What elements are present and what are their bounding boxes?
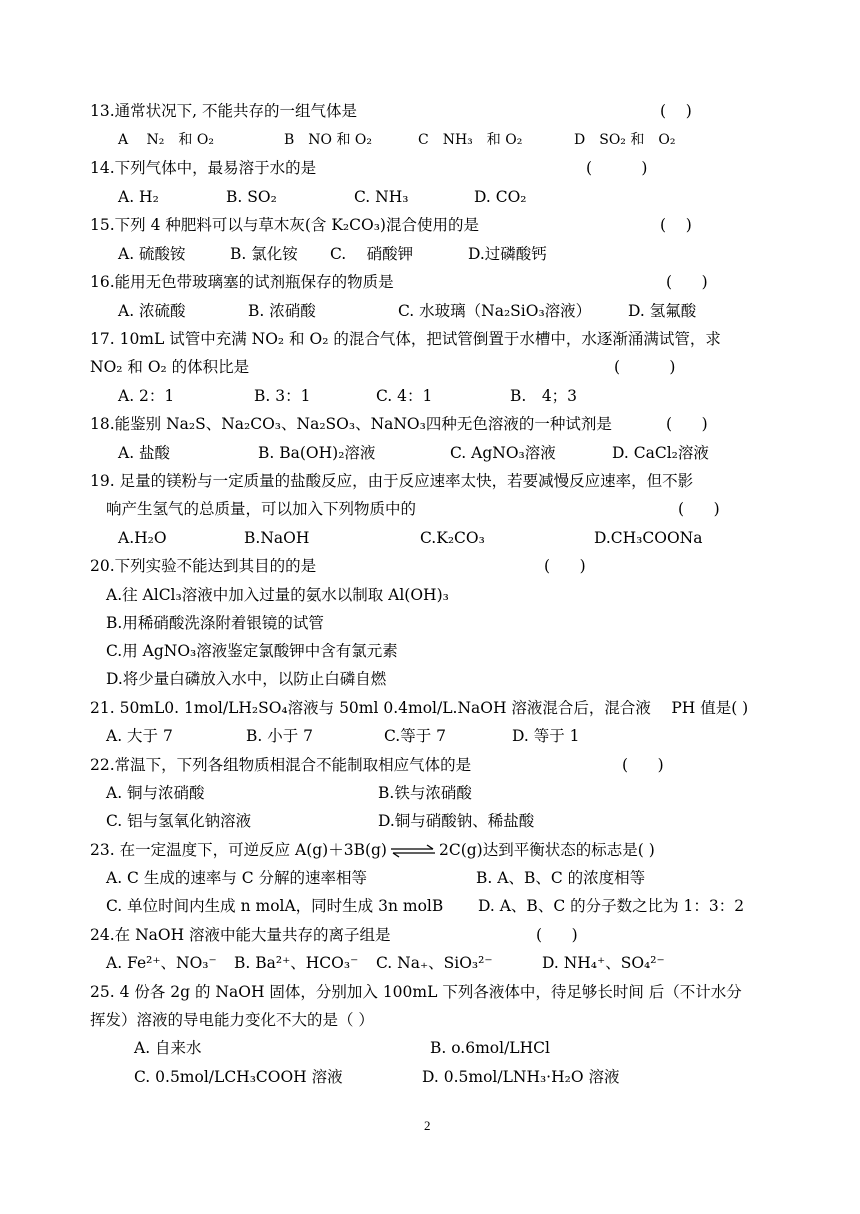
option-c: C. AgNO₃溶液 xyxy=(450,444,556,462)
option-c: C. 水玻璃（Na₂SiO₃溶液） xyxy=(398,302,592,320)
option-a: A. 自来水 xyxy=(134,1039,202,1057)
question-13-stem xyxy=(90,101,790,121)
option-a: A. 盐酸 xyxy=(118,444,171,462)
answer-paren: ( ) xyxy=(666,273,708,291)
option-a: A. 2：1 xyxy=(118,387,175,405)
question-20-option-c: C.用 AgNO₃溶液鉴定氯酸钾中含有氯元素 xyxy=(106,642,398,660)
option-a: A. 硫酸铵 xyxy=(118,245,186,263)
option-c: C. 单位时间内生成 n molA，同时生成 3n molB xyxy=(106,897,444,915)
option-c: C. 硝酸钾 xyxy=(330,245,414,263)
question-24-stem xyxy=(90,925,790,945)
stem-text: NO₂ 和 O₂ 的体积比是 xyxy=(90,358,250,376)
answer-paren: ( ) xyxy=(678,500,720,518)
stem-text: 响产生氢气的总质量，可以加入下列物质中的 xyxy=(106,500,417,518)
option-c: C NH₃ 和 O₂ xyxy=(418,132,523,148)
question-25-stem: 25. 4 份各 2g 的 NaOH 固体，分别加入 100mL 下列各液体中，待足够长时间 后（不计水分 xyxy=(90,983,742,1001)
option-a: A.H₂O xyxy=(118,529,167,547)
answer-paren: ( ) xyxy=(586,159,648,177)
stem-text: 23. 在一定温度下，可逆反应 A(g)＋3B(g) xyxy=(90,841,387,859)
option-b: B. 浓硝酸 xyxy=(248,302,316,320)
answer-paren: ( ) xyxy=(666,415,708,433)
question-23-stem xyxy=(90,840,790,860)
stem-text-cont: 2C(g)达到平衡状态的标志是( ) xyxy=(438,841,655,859)
option-d: D. NH₄⁺、SO₄²⁻ xyxy=(542,954,665,972)
option-d: B. 4；3 xyxy=(510,387,578,405)
option-a: A. C 生成的速率与 C 分解的速率相等 xyxy=(106,869,368,887)
page-number: 2 xyxy=(424,1118,431,1133)
stem-text: 24.在 NaOH 溶液中能大量共存的离子组是 xyxy=(90,926,391,944)
option-b: B. A、B、C 的浓度相等 xyxy=(476,869,646,887)
option-d: D.铜与硝酸钠、稀盐酸 xyxy=(378,812,535,830)
answer-paren: ( ) xyxy=(660,216,692,234)
answer-paren: ( ) xyxy=(614,358,676,376)
option-d: D.CH₃COONa xyxy=(594,529,703,547)
question-19-stem-cont xyxy=(106,499,786,519)
option-a: A. 铜与浓硝酸 xyxy=(106,784,205,802)
option-d: D. 0.5mol/LNH₃·H₂O 溶液 xyxy=(422,1068,620,1086)
stem-text: 13.通常状况下, 不能共存的一组气体是 xyxy=(90,102,358,120)
option-b: B. Ba²⁺、HCO₃⁻ xyxy=(234,954,359,972)
option-c: C. 铝与氢氧化钠溶液 xyxy=(106,812,252,830)
question-20-option-a: A.往 AlCl₃溶液中加入过量的氨水以制取 Al(OH)₃ xyxy=(106,586,449,604)
stem-text: 18.能鉴别 Na₂S、Na₂CO₃、Na₂SO₃、NaNO₃四种无色溶液的一种试剂是 xyxy=(90,415,612,433)
option-d: D. CaCl₂溶液 xyxy=(612,444,709,462)
option-d: D. CO₂ xyxy=(474,188,527,206)
option-c: C. NH₃ xyxy=(354,188,409,206)
option-d: D.过磷酸钙 xyxy=(468,245,547,263)
option-b: B NO 和 O₂ xyxy=(284,132,373,148)
option-b: B. 小于 7 xyxy=(246,727,314,745)
question-15-stem xyxy=(90,215,790,235)
option-d: D SO₂ 和 O₂ xyxy=(574,132,676,148)
answer-paren: ( ) xyxy=(536,926,578,944)
stem-text: 22.常温下，下列各组物质相混合不能制取相应气体的是 xyxy=(90,756,472,774)
option-b: B. 3：1 xyxy=(254,387,311,405)
option-b: B. o.6mol/LHCl xyxy=(430,1039,550,1057)
option-d: D. A、B、C 的分子数之比为 1：3：2 xyxy=(478,897,745,915)
answer-paren: ( ) xyxy=(544,557,586,575)
question-17-stem-cont xyxy=(90,357,790,377)
option-a: A. 浓硫酸 xyxy=(118,302,186,320)
option-c: C. 4：1 xyxy=(376,387,433,405)
answer-paren: ( ) xyxy=(622,756,664,774)
stem-text: 20.下列实验不能达到其目的的是 xyxy=(90,557,317,575)
option-b: B.铁与浓硝酸 xyxy=(378,784,472,802)
question-19-stem: 19. 足量的镁粉与一定质量的盐酸反应，由于反应速率太快，若要减慢反应速率，但不影 xyxy=(90,472,694,490)
option-a: A. 大于 7 xyxy=(106,727,173,745)
stem-text: 15.下列 4 种肥料可以与草木灰(含 K₂CO₃)混合使用的是 xyxy=(90,216,479,234)
question-14-stem xyxy=(90,158,790,178)
stem-text: 14.下列气体中，最易溶于水的是 xyxy=(90,159,317,177)
option-a: A. H₂ xyxy=(118,188,159,206)
option-a: A. Fe²⁺、NO₃⁻ xyxy=(106,954,217,972)
reversible-reaction-arrow-icon xyxy=(389,844,437,858)
option-c: C.等于 7 xyxy=(384,727,447,745)
option-a: A N₂ 和 O₂ xyxy=(118,132,214,148)
option-d: D. 等于 1 xyxy=(512,727,580,745)
option-c: C. Na₊、SiO₃²⁻ xyxy=(376,954,493,972)
answer-paren: ( ) xyxy=(660,102,692,120)
option-c: C. 0.5mol/LCH₃COOH 溶液 xyxy=(134,1068,343,1086)
question-17-stem: 17. 10mL 试管中充满 NO₂ 和 O₂ 的混合气体，把试管倒置于水槽中，水逐渐涌满试管，求 xyxy=(90,330,721,348)
stem-text: 16.能用无色带玻璃塞的试剂瓶保存的物质是 xyxy=(90,273,394,291)
option-d: D. 氢氟酸 xyxy=(628,302,697,320)
option-b: B. Ba(OH)₂溶液 xyxy=(258,444,376,462)
question-20-option-b: B.用稀硝酸洗涤附着银镜的试管 xyxy=(106,614,324,632)
question-16-stem xyxy=(90,272,790,292)
option-b: B. SO₂ xyxy=(226,188,277,206)
option-b: B. 氯化铵 xyxy=(230,245,298,263)
question-22-stem xyxy=(90,755,790,775)
question-21-stem: 21. 50mL0. 1mol/LH₂SO₄溶液与 50ml 0.4mol/L.NaOH 溶液混合后，混合液 PH 值是( ) xyxy=(90,699,749,717)
question-20-option-d: D.将少量白磷放入水中，以防止白磷自燃 xyxy=(106,670,387,688)
question-25-stem-cont: 挥发）溶液的导电能力变化不大的是（ ） xyxy=(90,1011,374,1029)
option-c: C.K₂CO₃ xyxy=(420,529,485,547)
question-20-stem xyxy=(90,556,790,576)
option-b: B.NaOH xyxy=(244,529,310,547)
question-18-stem xyxy=(90,414,790,434)
